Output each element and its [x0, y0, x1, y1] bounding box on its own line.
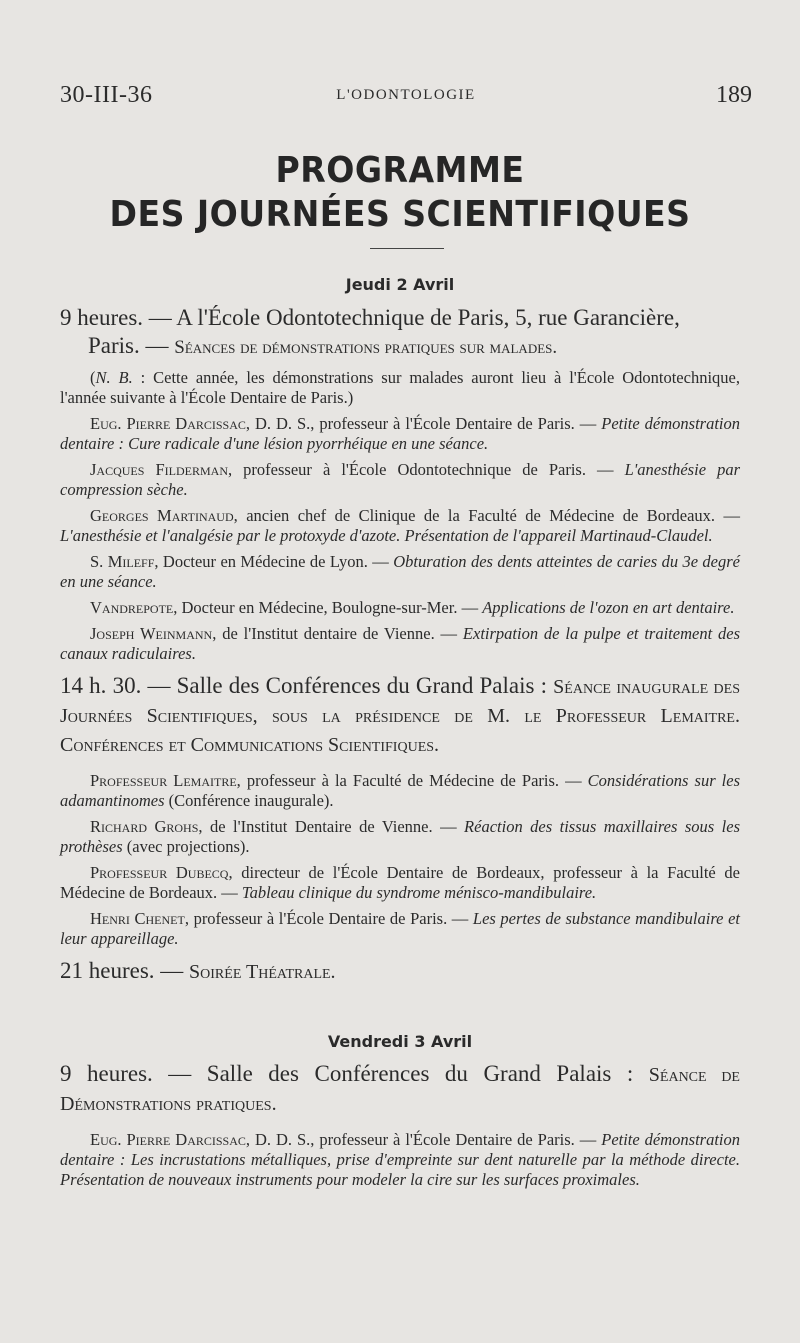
presenter-name: Eug. Pierre Darcissac [90, 1130, 246, 1149]
journal-name: L'ODONTOLOGIE [336, 87, 476, 103]
presentation-title: Extirpation de la pulpe et traitement des canaux radiculaires. [60, 624, 741, 663]
nb-paren: ( [90, 368, 96, 387]
spacer [60, 949, 740, 957]
presenter-affiliation: , D. D. S., professeur à l'École Dentaire de Paris. — [245, 1130, 602, 1149]
session-time: 9 heures. — [60, 1061, 192, 1086]
presentation-entry [60, 909, 740, 949]
presenter-name: Joseph Weinmann [90, 624, 213, 643]
session-time: 21 heures. — [60, 958, 184, 983]
presentation-entry [60, 598, 740, 618]
session-location: Salle des Conférences du Grand Palais : [170, 673, 554, 698]
session-city: Paris. — [88, 333, 175, 358]
running-head [60, 82, 752, 112]
spacer [60, 759, 740, 765]
presentation-entry [60, 817, 740, 857]
nb-text: : Cette année, les démonstrations sur malades auront lieu à l'École Odontotechnique, l'année suivante à l'École Dentaire de Paris.) [60, 368, 740, 407]
day2-section [60, 1060, 740, 1190]
presenter-name: Henri Chenet [90, 909, 185, 928]
presenter-name: Georges Martinaud [90, 506, 234, 525]
day-heading-1: Jeudi 2 Avril [345, 275, 455, 294]
presenter-name: Professeur Dubecq [90, 863, 229, 882]
nb-label: N. B. [95, 368, 133, 387]
presenter-name: Professeur Lemaitre [90, 771, 237, 790]
title-line-2: DES JOURNÉES SCIENTIFIQUES [109, 194, 691, 235]
session-type: Soirée Théatrale. [189, 961, 336, 983]
presenter-name: Jacques Filderman [90, 460, 228, 479]
presentation-title: Obturation des dents atteintes de caries du 3e degré en une séance. [60, 552, 741, 591]
session-location: A l'École Odontotechnique de Paris, 5, rue Garancière, [171, 305, 680, 330]
presenter-affiliation: , ancien chef de Clinique de la Faculté de Médecine de Bordeaux. — [233, 506, 740, 525]
session-14h30-thursday [60, 672, 740, 759]
session-9h-thursday [60, 304, 740, 362]
presenter-name: Vandrepote [90, 598, 174, 617]
day-heading-2: Vendredi 3 Avril [327, 1032, 473, 1051]
presenter-affiliation: , Docteur en Médecine, Boulogne-sur-Mer. — [173, 598, 483, 617]
presenter-affiliation: , Docteur en Médecine de Lyon. — [154, 552, 394, 571]
spacer [60, 1118, 740, 1124]
day1-section [60, 304, 740, 986]
thursday-morning-list [60, 414, 740, 664]
title-line-1: PROGRAMME [275, 150, 525, 191]
presentation-entry [60, 1130, 740, 1190]
issue-date: 30-III-36 [60, 82, 153, 108]
presentation-title: Petite démonstration dentaire : Les incrustations métalliques, prise d'empreinte sur dent naturelle par la méthode directe. Présentation de nouveaux instruments pour modeler la cire sur les surfaces proximales. [60, 1130, 741, 1189]
presentation-title: Petite démonstration dentaire : Cure radicale d'une lésion pyorrhéique en une séance. [60, 414, 741, 453]
presenter-affiliation: , de l'Institut dentaire de Vienne. — [212, 624, 463, 643]
presentation-title: Considérations sur les adamantinomes [60, 771, 740, 810]
presentation-title: Les pertes de substance mandibulaire et leur appareillage. [60, 909, 740, 948]
session-time: 14 h. 30. — [60, 673, 171, 698]
friday-morning-list [60, 1130, 740, 1190]
presenter-affiliation: , professeur à la Faculté de Médecine de Paris. — [236, 771, 588, 790]
presentation-note: (avec projections). [122, 837, 250, 856]
presenter-name: Eug. Pierre Darcissac [90, 414, 246, 433]
page-title [0, 150, 800, 238]
presentation-title: L'anesthésie et l'analgésie par le protoxyde d'azote. Présentation de l'appareil Martinaud-Claudel. [60, 526, 713, 545]
session-21h-thursday [60, 957, 740, 986]
page-number: 189 [716, 82, 752, 108]
session-type: Séance inaugurale des Journées Scientifiques, sous la présidence de M. le Professeur Lemaitre. Conférences et Communications Scientifiques. [60, 676, 740, 756]
spacer [60, 664, 740, 672]
presentation-entry [60, 460, 740, 500]
session-type: Séance de Démonstrations pratiques. [60, 1064, 740, 1115]
presenter-affiliation: , professeur à l'École Odontotechnique de Paris. — [228, 460, 625, 479]
session-time: 9 heures. — [60, 305, 172, 330]
session-9h-friday [60, 1060, 740, 1118]
presentation-title: L'anesthésie par compression sèche. [60, 460, 740, 499]
presentation-entry [60, 624, 740, 664]
presentation-note: (Conférence inaugurale). [164, 791, 334, 810]
presentation-entry [60, 863, 740, 903]
presentation-entry [60, 414, 740, 454]
presentation-title: Tableau clinique du syndrome ménisco-mandibulaire. [241, 883, 597, 902]
title-divider [370, 248, 444, 249]
presentation-entry [60, 552, 740, 592]
session-location: Salle des Conférences du Grand Palais : [191, 1061, 649, 1086]
presenter-affiliation: , professeur à l'École Dentaire de Paris. — [184, 909, 473, 928]
thursday-afternoon-list [60, 771, 740, 949]
presenter-affiliation: , de l'Institut Dentaire de Vienne. — [198, 817, 465, 836]
presenter-name: Richard Grohs [90, 817, 199, 836]
presenter-name: S. Mileff [90, 552, 155, 571]
nb-note [60, 368, 740, 408]
presentation-title: Applications de l'ozon en art dentaire. [482, 598, 735, 617]
session-type: Séances de démonstrations pratiques sur malades. [174, 337, 558, 358]
presentation-entry [60, 506, 740, 546]
presenter-affiliation: , directeur de l'École Dentaire de Bordeaux, professeur à la Faculté de Médecine de Bordeaux. — [60, 863, 740, 902]
presenter-affiliation: , D. D. S., professeur à l'École Dentaire de Paris. — [245, 414, 602, 433]
presentation-title: Réaction des tissus maxillaires sous les prothèses [60, 817, 741, 856]
presentation-entry [60, 771, 740, 811]
